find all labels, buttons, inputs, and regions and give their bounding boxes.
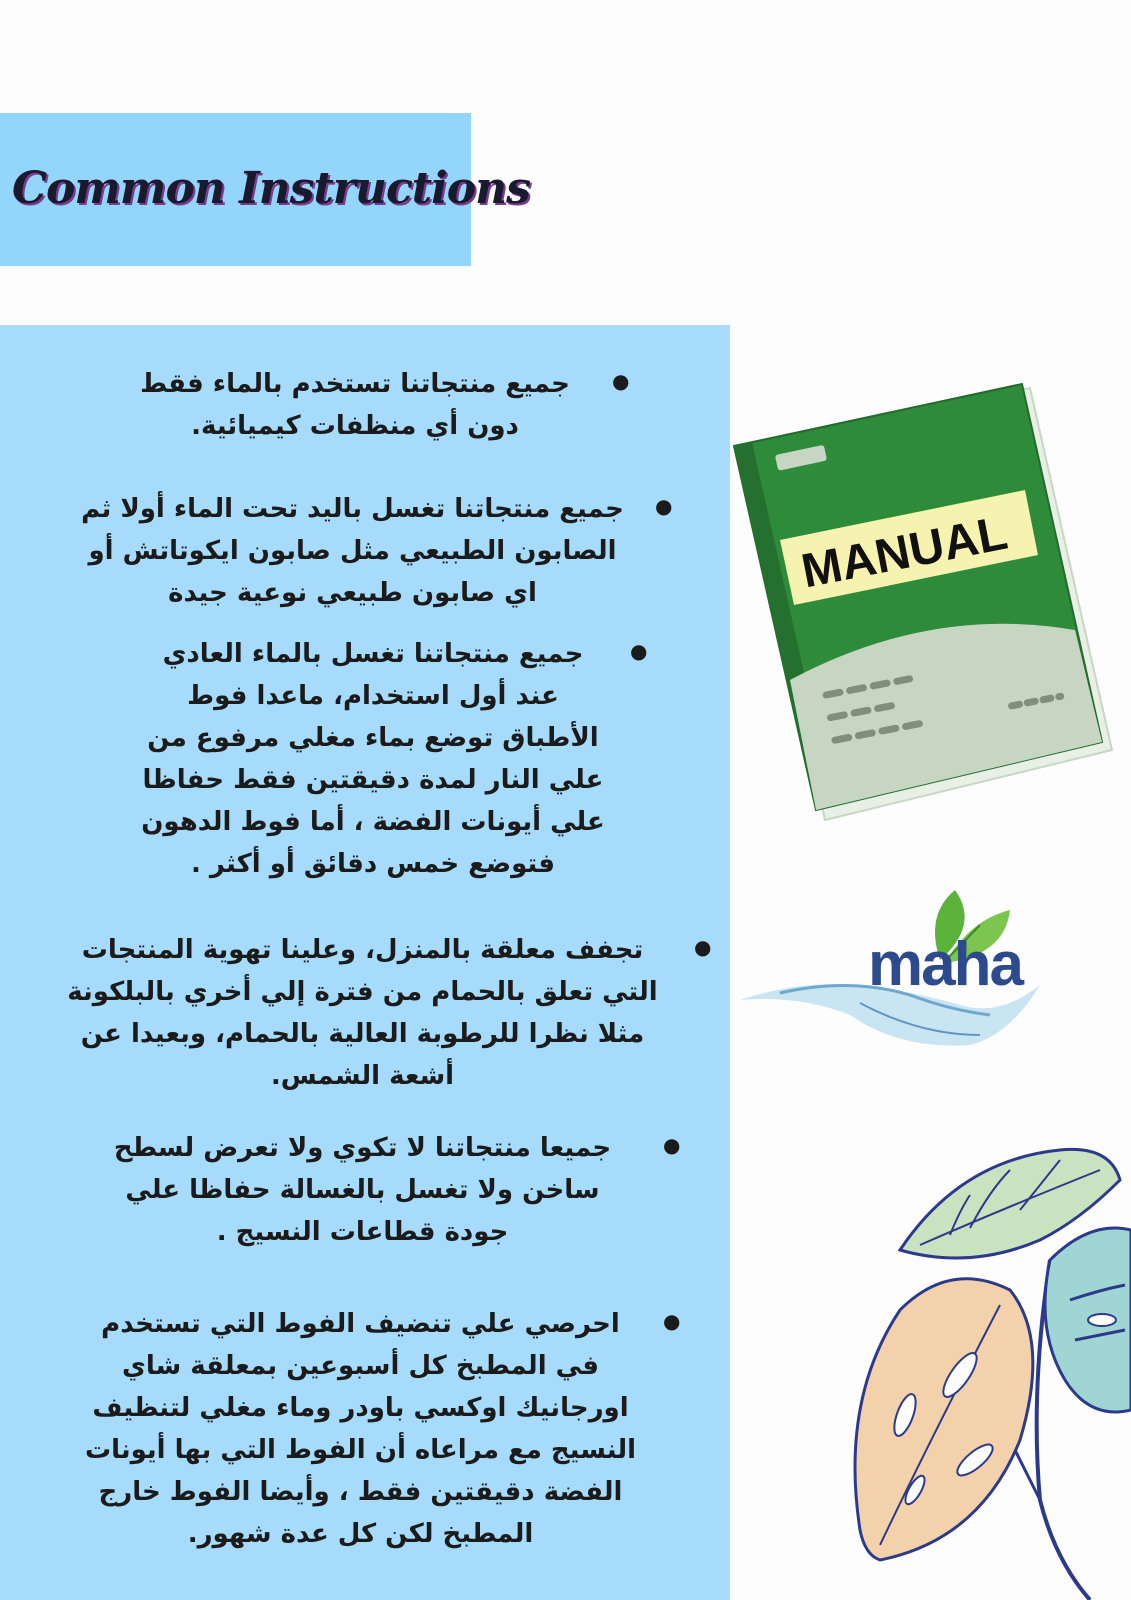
bullet-icon: ● bbox=[663, 1309, 681, 1333]
manual-book-icon bbox=[730, 380, 1130, 830]
instruction-item bbox=[128, 633, 618, 885]
plant-leaves-icon bbox=[840, 1140, 1131, 1600]
instruction-line: جميع منتجاتنا تغسل بالماء العادي bbox=[162, 639, 584, 669]
instructions-panel bbox=[0, 325, 730, 1600]
instruction-line: جميع منتجاتنا تستخدم بالماء فقط bbox=[140, 369, 570, 399]
instruction-line: جميعا منتجاتنا لا تكوي ولا تعرض لسطح bbox=[113, 1133, 612, 1163]
instruction-line: علي أيونات الفضة ، أما فوط الدهون bbox=[141, 807, 605, 837]
instruction-line: الصابون الطبيعي مثل صابون ايكوتاتش أو bbox=[88, 536, 617, 566]
bullet-icon: ● bbox=[612, 369, 630, 393]
bullet-icon: ● bbox=[694, 935, 712, 959]
instruction-line: فتوضع خمس دقائق أو أكثر . bbox=[190, 849, 556, 879]
logo-text: maha bbox=[868, 930, 1022, 999]
instruction-line: اورجانيك اوكسي باودر وماء مغلي لتنظيف bbox=[92, 1393, 629, 1423]
instruction-line: عند أول استخدام، ماعدا فوط bbox=[187, 681, 559, 711]
instruction-line: في المطبخ كل أسبوعين بمعلقة شاي bbox=[122, 1351, 599, 1381]
bullet-icon: ● bbox=[630, 639, 648, 663]
instruction-item bbox=[120, 363, 590, 447]
instruction-item bbox=[60, 929, 665, 1097]
instruction-line: علي النار لمدة دقيقتين فقط حفاظا bbox=[142, 765, 604, 795]
instruction-line: النسيج مع مراعاه أن الفوط التي بها أيونات bbox=[84, 1435, 637, 1465]
maha-logo bbox=[740, 885, 1070, 1055]
instruction-item bbox=[78, 1303, 643, 1555]
instruction-line: الأطباق توضع بماء مغلي مرفوع من bbox=[147, 723, 599, 753]
instruction-line: الفضة دقيقتين فقط ، وأيضا الفوط خارج bbox=[98, 1477, 623, 1507]
manual-label: MANUAL bbox=[797, 506, 1012, 599]
instruction-line: احرصي علي تنضيف الفوط التي تستخدم bbox=[101, 1309, 620, 1339]
bullet-icon: ● bbox=[655, 494, 673, 518]
instruction-line: اي صابون طبيعي نوعية جيدة bbox=[168, 578, 537, 608]
instruction-line: ساخن ولا تغسل بالغسالة حفاظا علي bbox=[125, 1175, 600, 1205]
instruction-line: تجفف معلقة بالمنزل، وعلينا تهوية المنتجات bbox=[81, 935, 644, 965]
instruction-line: المطبخ لكن كل عدة شهور. bbox=[187, 1519, 534, 1549]
instruction-item bbox=[90, 1127, 635, 1253]
bullet-icon: ● bbox=[663, 1133, 681, 1157]
title-band bbox=[0, 113, 530, 266]
instruction-line: جودة قطاعات النسيج . bbox=[216, 1217, 509, 1247]
instruction-line: دون أي منظفات كيميائية. bbox=[191, 411, 519, 441]
page-title: Common Instructions bbox=[12, 163, 530, 214]
instruction-line: جميع منتجاتنا تغسل باليد تحت الماء أولا ثم bbox=[81, 494, 624, 524]
instruction-line: مثلا نظرا للرطوبة العالية بالحمام، وبعيدا عن bbox=[80, 1019, 645, 1049]
instruction-line: أشعة الشمس. bbox=[270, 1061, 455, 1091]
instruction-item bbox=[70, 488, 635, 614]
instruction-line: التي تعلق بالحمام من فترة إلي أخري بالبلكونة bbox=[67, 977, 658, 1007]
